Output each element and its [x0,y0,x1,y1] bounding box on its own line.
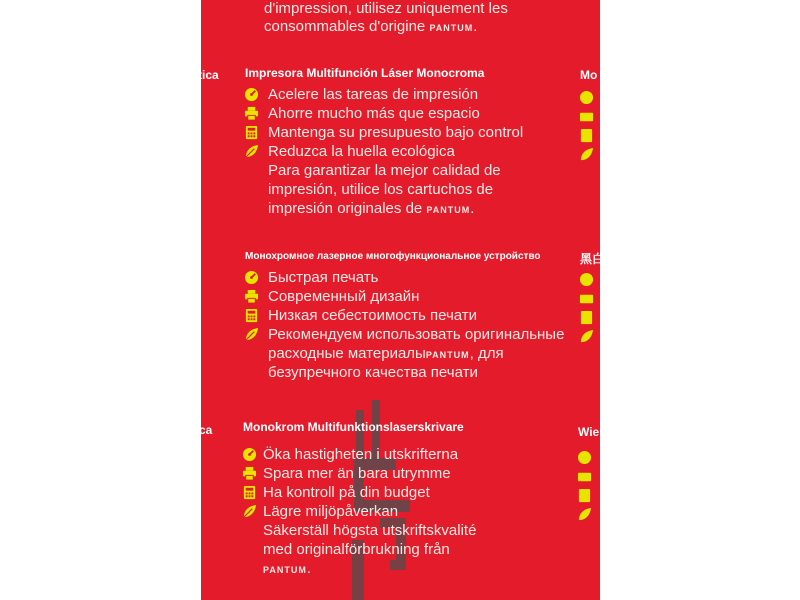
pantum-logo: PANTUM [425,350,470,360]
calculator-icon [242,485,257,500]
swedish-note-line-3: PANTUM. [263,560,311,577]
leaf-icon [579,329,594,344]
speed-icon [244,87,259,102]
spanish-note-line-1: Para garantizar la mejor calidad de [268,162,501,179]
speed-icon [579,90,594,105]
left-edge-fragment-top: tica [198,68,219,82]
russian-item-2: Современный дизайн [268,288,420,305]
swedish-item-2: Spara mer än bara utrymme [263,465,451,482]
spanish-item-1: Acelere las tareas de impresión [268,86,479,103]
russian-note-line-2: расходные материалыPANTUM, для [268,345,504,362]
russian-item-1: Быстрая печать [268,269,379,286]
spanish-item-2: Ahorre mucho más que espacio [268,105,480,122]
printer-icon [242,466,257,481]
red-panel [198,0,605,600]
swedish-item-3: Ha kontroll på din budget [263,484,430,501]
swedish-item-4: Lägre miljöpåverkan [263,503,399,520]
right-edge-fragment-1: Mo [580,68,598,82]
spanish-note-line-2: impresión, utilice los cartuchos de [268,181,494,198]
right-edge-fragment-2: 黑白 [580,252,605,266]
leaf-icon [242,504,257,519]
printer-icon [244,106,259,121]
spanish-item-3: Mantenga su presupuesto bajo control [268,124,524,141]
speed-icon [242,447,257,462]
pantum-logo: PANTUM [263,565,307,575]
leaf-icon [579,147,594,162]
pantum-logo: PANTUM [429,23,474,33]
spanish-heading: Impresora Multifunción Láser Monocroma [245,66,485,80]
right-edge-fragment-3: Wie [578,425,600,439]
french-line-2: consommables d'origine PANTUM. [264,18,478,35]
calculator-icon [579,128,594,143]
pantum-logo: PANTUM [426,205,471,215]
speed-icon [244,270,259,285]
swedish-item-1: Öka hastigheten i utskrifterna [263,446,459,463]
calculator-icon [577,488,592,503]
swedish-note-line-2: med originalförbrukning från [263,541,450,558]
left-edge-fragment-bottom: ca [199,423,213,437]
french-line-1: d'impression, utilisez uniquement les [264,0,508,17]
leaf-icon [244,327,259,342]
spanish-note-line-3: impresión originales de PANTUM. [268,200,475,217]
spanish-item-4: Reduzca la huella ecológica [268,143,455,160]
printer-icon [244,289,259,304]
leaf-icon [244,144,259,159]
printer-icon [577,469,592,484]
russian-item-4: Рекомендуем использовать оригинальные [268,326,565,343]
russian-note-line-3: безупречного качества печати [268,364,478,381]
printer-icon [579,109,594,124]
calculator-icon [244,308,259,323]
speed-icon [579,272,594,287]
calculator-icon [244,125,259,140]
printer-icon [579,291,594,306]
swedish-note-line-1: Säkerställ högsta utskriftskvalité [263,522,477,539]
swedish-heading: Monokrom Multifunktionslaserskrivare [243,420,464,434]
russian-heading: Монохромное лазерное многофункциональное устройство [245,251,541,262]
calculator-icon [579,310,594,325]
speed-icon [577,450,592,465]
russian-item-3: Низкая себестоимость печати [268,307,478,324]
leaf-icon [577,507,592,522]
